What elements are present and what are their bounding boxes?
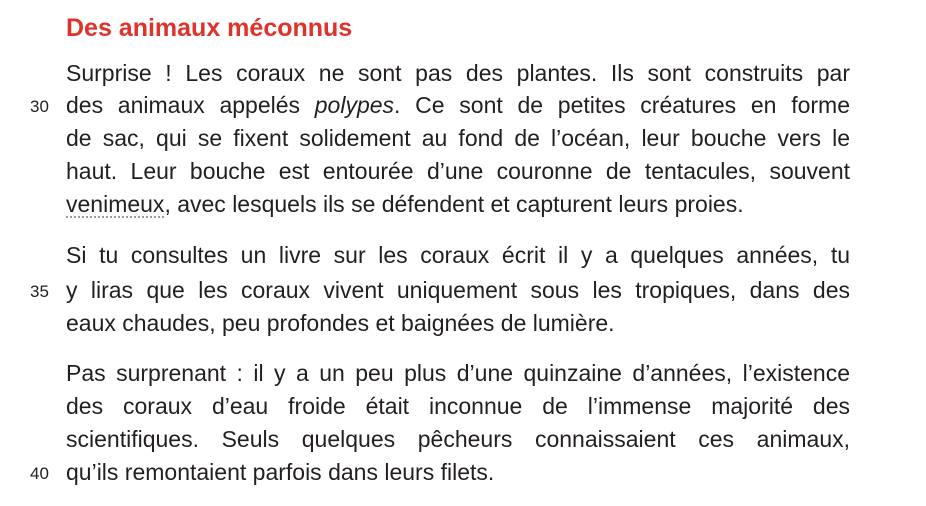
section-title: Des animaux méconnus	[66, 14, 353, 42]
text-line	[66, 89, 850, 121]
italic-term: polypes	[314, 92, 395, 118]
text-line	[66, 239, 850, 271]
line-number: 35	[30, 282, 49, 301]
vocabulary-word: venimeux	[66, 191, 165, 217]
text-line	[66, 155, 850, 187]
text-span: Pas surprenant : il y a un peu plus d’une quinzaine d’années, l’existence	[66, 360, 850, 386]
line-number: 30	[30, 97, 49, 116]
text-span: Si tu consultes un livre sur les coraux écrit il y a quelques années, tu	[66, 242, 850, 268]
text-span: Surprise ! Les coraux ne sont pas des plantes. Ils sont construits par	[66, 60, 850, 86]
text-line	[66, 390, 850, 422]
text-line	[66, 57, 850, 89]
text-span: des coraux d’eau froide était inconnue de l’immense majorité des	[66, 393, 850, 419]
text-span: de sac, qui se fixent solidement au fond de l’océan, leur bouche vers le	[66, 125, 850, 151]
text-span: qu’ils remontaient parfois dans leurs filets.	[66, 459, 495, 485]
text-span: des animaux appelés	[66, 92, 315, 118]
text-span: y liras que les coraux vivent uniquement sous les tropiques, dans des	[66, 277, 850, 303]
text-line	[66, 456, 850, 488]
text-span: eaux chaudes, peu profondes et baignées de lumière.	[66, 310, 615, 336]
text-span: haut. Leur bouche est entourée d’une couronne de tentacules, souvent	[66, 158, 850, 184]
text-line	[66, 274, 850, 306]
text-line	[66, 122, 850, 154]
text-span: . Ce sont de petites créatures en forme	[394, 92, 850, 118]
text-line	[66, 307, 850, 339]
text-line	[66, 188, 850, 220]
text-line	[66, 423, 850, 455]
text-line	[66, 357, 850, 389]
line-number: 40	[30, 464, 49, 483]
text-span: , avec lesquels ils se défendent et capturent leurs proies.	[164, 191, 744, 217]
text-span: scientifiques. Seuls quelques pêcheurs connaissaient ces animaux,	[66, 426, 850, 452]
